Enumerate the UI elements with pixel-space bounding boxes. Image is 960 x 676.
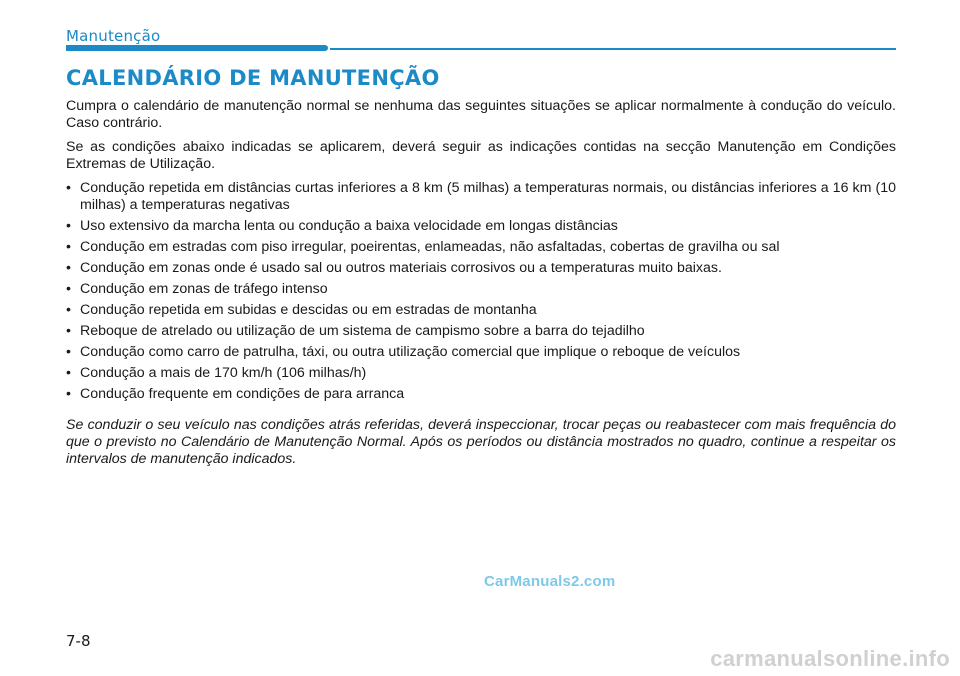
document-body <box>66 98 896 475</box>
italic-note: Se conduzir o seu veículo nas condições atrás referidas, deverá inspeccionar, trocar peças ou reabastecer com mais frequência do que o previsto no Calendário de Manutenção Normal. Após os períodos ou distância mostrados no quadro, continue a respeitar os intervalos de manutenção indicados. <box>66 417 896 467</box>
list-item: • Condução a mais de 170 km/h (106 milhas/h) <box>66 365 896 382</box>
conditions-list <box>66 180 896 403</box>
intro-paragraph-2: Se as condições abaixo indicadas se aplicarem, deverá seguir as indicações contidas na secção Manutenção em Condições Extremas de Utilização. <box>66 139 896 172</box>
list-item: • Uso extensivo da marcha lenta ou condução a baixa velocidade em longas distâncias <box>66 218 896 235</box>
list-item: • Reboque de atrelado ou utilização de um sistema de campismo sobre a barra do tejadilho <box>66 323 896 340</box>
header-rule-thick <box>66 45 328 51</box>
header-rule-thin <box>330 48 896 50</box>
list-item: • Condução em zonas de tráfego intenso <box>66 281 896 298</box>
list-item: • Condução repetida em distâncias curtas inferiores a 8 km (5 milhas) a temperaturas normais, ou distâncias inferiores a 16 km (10 milhas) a temperaturas negativas <box>66 180 896 214</box>
list-item: • Condução em zonas onde é usado sal ou outros materiais corrosivos ou a temperaturas muito baixas. <box>66 260 896 277</box>
list-item: • Condução frequente em condições de para arranca <box>66 386 896 403</box>
intro-paragraph-1: Cumpra o calendário de manutenção normal se nenhuma das seguintes situações se aplicar normalmente à condução do veículo. Caso contrário. <box>66 98 896 131</box>
list-item: • Condução repetida em subidas e descidas ou em estradas de montanha <box>66 302 896 319</box>
page-number: 7-8 <box>66 632 91 650</box>
list-item: • Condução como carro de patrulha, táxi, ou outra utilização comercial que implique o reboque de veículos <box>66 344 896 361</box>
watermark-link[interactable]: CarManuals2.com <box>484 573 616 590</box>
list-item: • Condução em estradas com piso irregular, poeirentas, enlameadas, não asfaltadas, cobertas de gravilha ou sal <box>66 239 896 256</box>
section-header: Manutenção <box>66 27 161 45</box>
footer-watermark: carmanualsonline.info <box>710 646 950 671</box>
page-title: CALENDÁRIO DE MANUTENÇÃO <box>66 66 440 90</box>
